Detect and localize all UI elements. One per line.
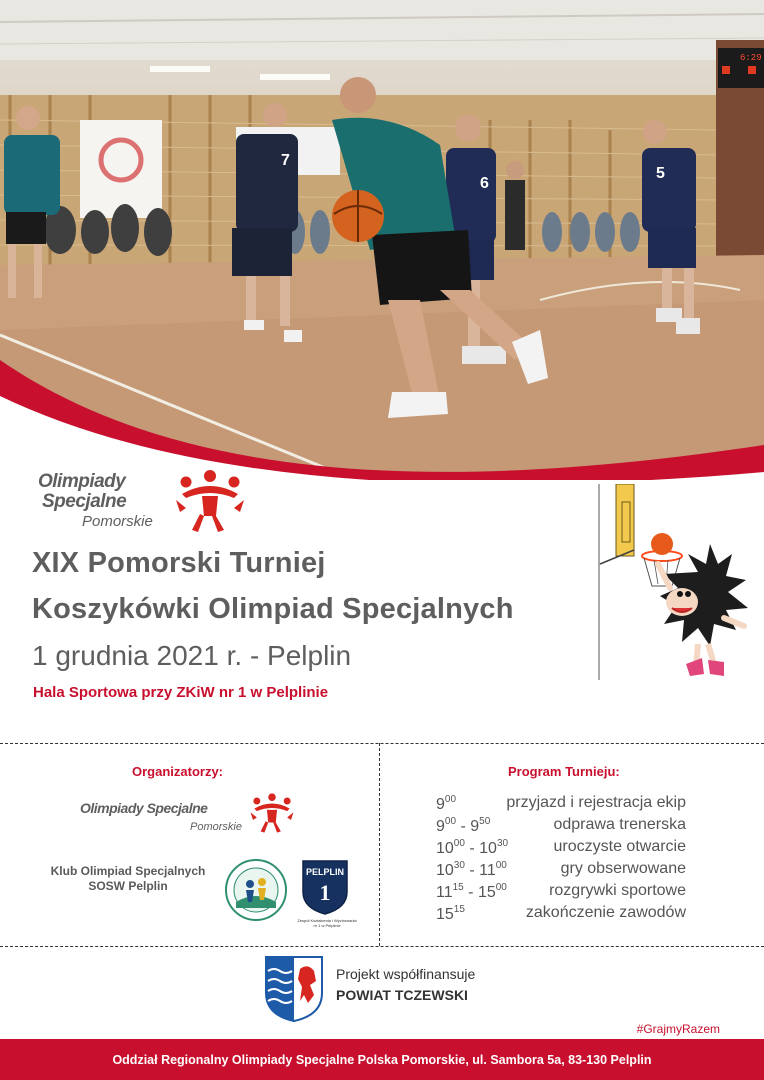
- program-item: [436, 816, 686, 838]
- svg-text:6: 6: [480, 175, 489, 192]
- sosw-pelplin-round-logo-icon: [224, 858, 288, 922]
- logo-word-specjalne: Specjalne: [42, 491, 127, 512]
- organizers-logo-sub: Pomorskie: [190, 821, 242, 833]
- program-item-time: $9^{00}$: [436, 794, 457, 813]
- logo-word-olimpiady: Olimpiady: [38, 471, 126, 492]
- program-item: [436, 904, 686, 926]
- event-title-line2: Koszykówki Olimpiad Specjalnych: [32, 593, 514, 625]
- svg-text:1: 1: [319, 880, 331, 905]
- special-olympics-small-icon: [248, 790, 296, 836]
- program-item-time: $10^{30} - 11^{00}$: [436, 860, 507, 879]
- logo-word-pomorskie: Pomorskie: [82, 513, 153, 530]
- program-item-time: $11^{15} - 15^{00}$: [436, 882, 507, 901]
- program-item-time: $10^{00} - 10^{30}$: [436, 838, 509, 857]
- club-name-line2: SOSW Pelplin: [88, 879, 168, 893]
- svg-text:PELPLIN: PELPLIN: [305, 867, 345, 877]
- divider-top: [0, 743, 764, 744]
- funding-county: POWIAT TCZEWSKI: [336, 987, 468, 1003]
- program-item-label: odprawa trenerska: [553, 816, 686, 833]
- hashtag-grajmy-razem[interactable]: #GrajmyRazem: [636, 1022, 720, 1036]
- event-title-line1: XIX Pomorski Turniej: [32, 547, 326, 579]
- divider-vertical: [379, 743, 380, 946]
- program-item-label: przyjazd i rejestracja ekip: [506, 794, 686, 811]
- pelplin-badge-caption: Zespół Kształcenia i Wychowania nr 1 w Pelplinie: [297, 918, 357, 928]
- program-item-label: uroczyste otwarcie: [553, 838, 686, 855]
- footer-bar: [0, 1039, 764, 1080]
- club-name-line1: Klub Olimpiad Specjalnych: [50, 864, 206, 878]
- footer-address: Oddział Regionalny Olimpiady Specjalne Polska Pomorskie, ul. Sambora 5a, 83-130 Pelplin: [112, 1052, 652, 1067]
- program-item-time: $15^{15}$: [436, 904, 465, 923]
- cartoon-hedgehog-basketball-illustration: [598, 484, 754, 680]
- club-name: [30, 864, 226, 894]
- pelplin-shield-icon: [300, 858, 350, 916]
- powiat-tczewski-coat-of-arms-icon: [264, 955, 324, 1023]
- program-item: [436, 794, 686, 816]
- program-item-label: zakończenie zawodów: [525, 904, 686, 921]
- svg-text:6:29: 6:29: [740, 53, 762, 63]
- program-item: [436, 860, 686, 882]
- svg-text:5: 5: [656, 165, 665, 182]
- event-date: 1 grudnia 2021 r. - Pelplin: [32, 640, 352, 671]
- special-olympics-red-figures-icon: [172, 466, 248, 536]
- organizers-heading: Organizatorzy:: [132, 764, 224, 779]
- program-item-time: $9^{00} - 9^{50}$: [436, 816, 491, 835]
- program-item-label: gry obserwowane: [560, 860, 686, 877]
- program-heading: Program Turnieju:: [508, 764, 620, 779]
- program-item: [436, 838, 686, 860]
- event-venue: Hala Sportowa przy ZKiW nr 1 w Pelplinie: [33, 684, 329, 701]
- divider-bottom: [0, 946, 764, 947]
- program-item: [436, 882, 686, 904]
- hero-photo-illustration: [0, 0, 764, 480]
- program-item-label: rozgrywki sportowe: [549, 882, 686, 899]
- svg-text:7: 7: [281, 152, 290, 169]
- hero-basketball-photo: [0, 0, 764, 480]
- funding-label: Projekt współfinansuje: [336, 966, 476, 982]
- organizers-logo-text: Olimpiady Specjalne: [80, 800, 208, 816]
